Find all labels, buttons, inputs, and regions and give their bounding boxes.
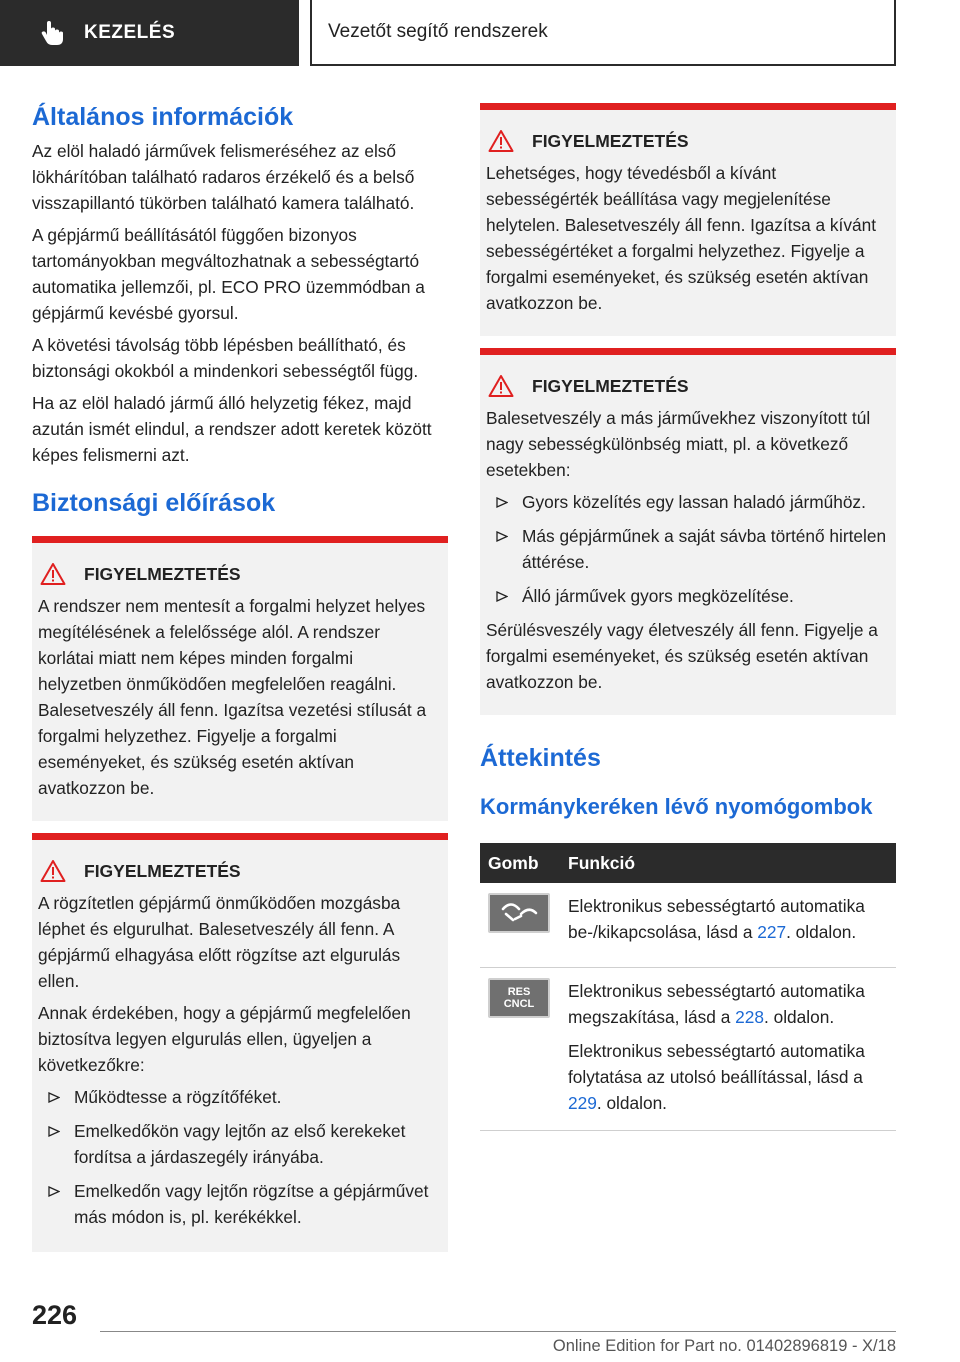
table-row [480, 883, 896, 968]
button-cell [480, 883, 556, 968]
cruise-control-icon [499, 900, 539, 926]
edition-text: Online Edition for Part no. 01402896819 - X/18 [552, 1337, 896, 1355]
table-header-row [480, 843, 896, 883]
column-header-function: Funkció [556, 843, 896, 883]
section-tab [0, 0, 299, 66]
triangle-bullet-icon [496, 497, 508, 508]
list-item: Működtesse a rögzítőféket. [38, 1084, 440, 1110]
button-cell [480, 968, 556, 1131]
list-item: Emelkedőkön vagy lejtőn az első kerekeket fordítsa a járdaszegély irányába. [38, 1118, 440, 1170]
paragraph: A gépjármű beállításától függően bizonyos tartományokban megváltozhatnak a sebességtartó automatika jellemzői, pl. ECO PRO üzemmódban a gépjármű kevésbé gyorsul. [32, 225, 425, 323]
function-cell: Elektronikus sebességtartó automatika be-/kikapcsolása, lásd a 227. oldalon. [556, 883, 896, 968]
column-header-button: Gomb [480, 843, 556, 883]
footer-divider [100, 1331, 896, 1332]
warning-text: A rögzítetlen gépjármű önműködően mozgásba léphet és elgurulhat. Balesetveszély áll fenn. A gépjármű elhagyása előtt rögzítse azt elgurulás ellen. [38, 893, 401, 991]
chapter-tab [310, 0, 896, 66]
warning-list [486, 489, 888, 609]
warning-box [32, 536, 448, 821]
heading-safety: Biztonsági előírások [32, 489, 276, 517]
list-item: Emelkedőn vagy lejtőn rögzítse a gépjárművet más módon is, pl. kerékékkel. [38, 1178, 440, 1230]
warning-text: A rendszer nem mentesít a forgalmi helyzet helyes megítélésének a felelőssége alól. A rendszer korlátai miatt nem képes minden forgalmi helyzetben önműködően megfelelően reagálni. Balesetveszély áll fenn. Igazítsa vezetési stílusát a forgalmi helyzethez. Figyelje a forgalmi eseményeket, és szükség esetén aktívan avatkozzon be. [38, 596, 427, 798]
section-label: KEZELÉS [84, 22, 176, 43]
paragraph: A követési távolság több lépésben beállítható, és biztonsági okokból a mindenkori sebességtől függ. [32, 335, 419, 381]
triangle-bullet-icon [496, 531, 508, 542]
paragraph: Az elöl haladó járművek felismeréséhez az első lökhárítóban található radaros érzékelő és a belső visszapillantó tükörben található kamera található. [32, 141, 415, 213]
triangle-bullet-icon [496, 591, 508, 602]
warning-title [486, 373, 888, 399]
page-link-227[interactable]: 227 [757, 922, 787, 942]
paragraph: Ha az elöl haladó jármű álló helyzetig fékez, majd azután ismét elindul, a rendszer adott keretek között képes felismerni azt. [32, 393, 432, 465]
key-label: CNCL [503, 998, 535, 1010]
warning-text: Sérülésveszély vagy életveszély áll fenn. Figyelje a forgalmi eseményeket, és szükség esetén aktívan avatkozzon be. [486, 620, 878, 692]
list-item: Álló járművek gyors megközelítése. [486, 583, 888, 609]
warning-triangle-icon [488, 129, 514, 153]
warning-text: Lehetséges, hogy tévedésből a kívánt sebességérték beállítása vagy megjelenítése helytelen. Balesetveszély áll fenn. Igazítsa a kívánt sebességértéket a forgalmi helyzethez. Figyelje a forgalmi eseményeket, és szükség esetén aktívan avatkozzon be. [486, 163, 877, 313]
triangle-bullet-icon [48, 1092, 60, 1103]
key-label: RES [507, 986, 531, 998]
res-cncl-key [488, 978, 550, 1018]
warning-title-text: FIGYELMEZTETÉS [84, 563, 241, 584]
warning-box [480, 103, 896, 336]
function-cell: Elektronikus sebességtartó automatika megszakítása, lásd a 228. oldalon. Elektronikus sebességtartó automatika folytatása az utolsó beállítással, lásd a 229. oldalon. [556, 968, 896, 1131]
heading-overview: Áttekintés [480, 744, 601, 772]
warning-text: Annak érdekében, hogy a gépjármű megfelelően biztosítva legyen elgurulás ellen, ügyeljen a következőkre: [38, 1003, 411, 1075]
cruise-control-key [488, 893, 550, 933]
hand-pointer-icon [38, 19, 66, 47]
warning-title [38, 561, 440, 587]
heading-general-info: Általános információk [32, 103, 294, 131]
warning-title-text: FIGYELMEZTETÉS [84, 860, 241, 881]
warning-title [38, 858, 440, 884]
heading-steering-buttons: Kormánykeréken lévő nyomógombok [480, 794, 873, 819]
list-item: Gyors közelítés egy lassan haladó járműhöz. [486, 489, 888, 515]
chapter-title: Vezetőt segítő rendszerek [328, 21, 548, 42]
warning-list [38, 1084, 440, 1230]
warning-triangle-icon [40, 562, 66, 586]
table-row [480, 968, 896, 1131]
page-link-229[interactable]: 229 [568, 1093, 597, 1113]
page-header [0, 0, 960, 66]
warning-text: Balesetveszély a más járművekhez viszonyított túl nagy sebességkülönbség miatt, pl. a következő esetekben: [486, 408, 871, 480]
page-link-228[interactable]: 228 [735, 1007, 764, 1027]
warning-title [486, 128, 888, 154]
list-item: Más gépjárműnek a saját sávba történő hirtelen áttérése. [486, 523, 888, 575]
warning-box [32, 833, 448, 1252]
warning-triangle-icon [488, 374, 514, 398]
warning-box [480, 348, 896, 715]
triangle-bullet-icon [48, 1126, 60, 1137]
left-column [32, 100, 448, 1252]
warning-title-text: FIGYELMEZTETÉS [532, 375, 689, 396]
warning-title-text: FIGYELMEZTETÉS [532, 130, 689, 151]
warning-triangle-icon [40, 859, 66, 883]
triangle-bullet-icon [48, 1186, 60, 1197]
buttons-table [480, 843, 896, 1131]
right-column [480, 103, 896, 1131]
page-number: 226 [32, 1300, 78, 1330]
